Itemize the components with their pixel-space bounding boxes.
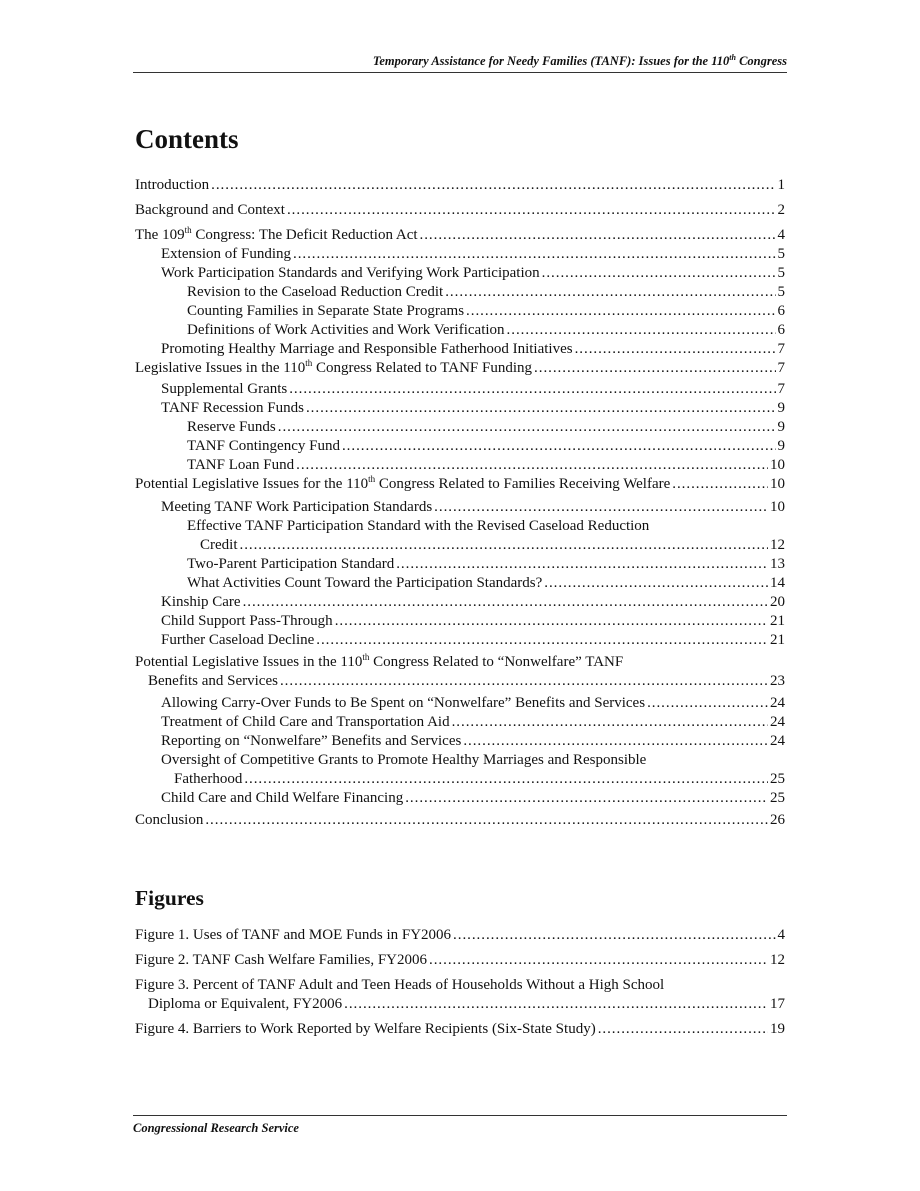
toc-entry[interactable]: Further Caseload Decline . . . 21	[161, 631, 785, 650]
table-of-contents	[135, 176, 785, 830]
toc-entry[interactable]: Legislative Issues in the 110th Congress Related to TANF Funding . . . 7	[135, 359, 785, 378]
toc-entry[interactable]: Supplemental Grants . . . 7	[161, 380, 785, 399]
toc-entry[interactable]: Effective TANF Participation Standard with the Revised Caseload Reduction Credit . . . 12	[187, 517, 785, 555]
toc-entry[interactable]: TANF Contingency Fund . . . 9	[187, 437, 785, 456]
contents-heading: Contents	[135, 124, 239, 154]
toc-entry[interactable]: Revision to the Caseload Reduction Credit . . . 5	[187, 283, 785, 302]
toc-entry[interactable]: Oversight of Competitive Grants to Promote Healthy Marriages and Responsible Fatherhood . . . 25	[161, 751, 785, 789]
toc-entry[interactable]: Treatment of Child Care and Transportation Aid . . . 24	[161, 713, 785, 732]
list-of-figures	[135, 926, 785, 1039]
toc-entry[interactable]: What Activities Count Toward the Participation Standards? . . . 14	[187, 574, 785, 593]
toc-entry[interactable]: Reporting on “Nonwelfare” Benefits and Services . . . 24	[161, 732, 785, 751]
toc-entry[interactable]: TANF Loan Fund . . . 10	[187, 456, 785, 475]
toc-entry[interactable]: Kinship Care . . . 20	[161, 593, 785, 612]
toc-entry[interactable]: Child Care and Child Welfare Financing . . . 25	[161, 789, 785, 808]
running-title: Temporary Assistance for Needy Families (TANF): Issues for the 110th Congress	[372, 52, 787, 68]
figures-heading: Figures	[135, 886, 204, 910]
toc-entry[interactable]: Two-Parent Participation Standard . . . 13	[187, 555, 785, 574]
toc-entry[interactable]: Promoting Healthy Marriage and Responsible Fatherhood Initiatives . . . 7	[161, 340, 785, 359]
toc-entry[interactable]: Potential Legislative Issues for the 110th Congress Related to Families Receiving Welfare . . . 10	[135, 475, 785, 494]
figure-entry[interactable]: Figure 3. Percent of TANF Adult and Teen Heads of Households Without a High School Diploma or Equivalent, FY2006 . . . 17	[135, 976, 785, 1014]
toc-entry[interactable]: Introduction . . . 1	[135, 176, 785, 195]
toc-entry[interactable]: Work Participation Standards and Verifying Work Participation . . . 5	[161, 264, 785, 283]
running-header	[133, 54, 787, 73]
figure-entry[interactable]: Figure 1. Uses of TANF and MOE Funds in FY2006 . . . 4	[135, 926, 785, 945]
toc-entry[interactable]: Reserve Funds . . . 9	[187, 418, 785, 437]
toc-entry[interactable]: TANF Recession Funds . . . 9	[161, 399, 785, 418]
page-footer: Congressional Research Service	[133, 1115, 787, 1136]
toc-entry[interactable]: Definitions of Work Activities and Work Verification . . . 6	[187, 321, 785, 340]
toc-entry[interactable]: Allowing Carry-Over Funds to Be Spent on “Nonwelfare” Benefits and Services . . . 24	[161, 694, 785, 713]
figure-entry[interactable]: Figure 2. TANF Cash Welfare Families, FY2006 . . . 12	[135, 951, 785, 970]
figure-entry[interactable]: Figure 4. Barriers to Work Reported by Welfare Recipients (Six-State Study) . . . 19	[135, 1020, 785, 1039]
toc-entry[interactable]: Background and Context . . . 2	[135, 201, 785, 220]
toc-entry[interactable]: The 109th Congress: The Deficit Reduction Act . . . 4	[135, 226, 785, 245]
toc-entry[interactable]: Conclusion . . . 26	[135, 811, 785, 830]
toc-entry[interactable]: Counting Families in Separate State Programs . . . 6	[187, 302, 785, 321]
toc-entry[interactable]: Potential Legislative Issues in the 110th Congress Related to “Nonwelfare” TANF Benefits and Services . . . 23	[135, 653, 785, 691]
toc-entry[interactable]: Child Support Pass-Through . . . 21	[161, 612, 785, 631]
toc-entry[interactable]: Meeting TANF Work Participation Standards . . . 10	[161, 498, 785, 517]
toc-entry[interactable]: Extension of Funding . . . 5	[161, 245, 785, 264]
